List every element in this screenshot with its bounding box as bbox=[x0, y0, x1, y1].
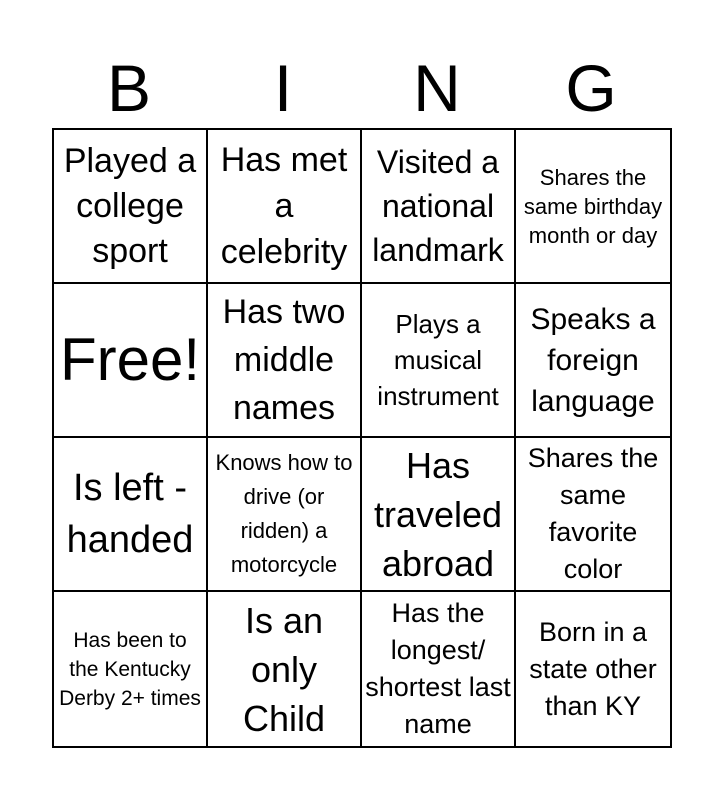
bingo-board bbox=[52, 128, 672, 748]
cell-text: Knows how to drive (or ridden) a motorcycle bbox=[215, 450, 353, 577]
bingo-header bbox=[52, 48, 672, 128]
cell-text: Has been to the Kentucky Derby 2+ times bbox=[59, 628, 201, 710]
bingo-cell[interactable] bbox=[362, 130, 516, 284]
bingo-cell[interactable] bbox=[362, 438, 516, 592]
cell-text: Is an only Child bbox=[242, 599, 326, 739]
cell-text: Shares the same birthday month or day bbox=[523, 164, 663, 248]
bingo-cell[interactable] bbox=[208, 284, 362, 438]
bingo-cell[interactable] bbox=[362, 592, 516, 746]
header-letter-b: B bbox=[106, 51, 152, 125]
bingo-cell[interactable] bbox=[208, 130, 362, 284]
bingo-cell-free[interactable] bbox=[54, 284, 208, 438]
cell-text: Visited a national landmark bbox=[372, 144, 504, 268]
cell-text: Plays a musical instrument bbox=[377, 309, 499, 411]
cell-text: Played a college sport bbox=[63, 141, 197, 270]
cell-text: Born in a state other than KY bbox=[529, 616, 657, 721]
bingo-cell[interactable] bbox=[54, 438, 208, 592]
bingo-cell[interactable] bbox=[516, 592, 670, 746]
bingo-cell[interactable] bbox=[54, 130, 208, 284]
bingo-cell[interactable] bbox=[208, 592, 362, 746]
bingo-cell[interactable] bbox=[208, 438, 362, 592]
cell-text: Has the longest/ shortest last name bbox=[365, 598, 511, 739]
header-letter-i: I bbox=[273, 51, 293, 125]
header-letter-g: G bbox=[565, 51, 617, 125]
cell-text: Is left - handed bbox=[66, 467, 194, 561]
bingo-cell[interactable] bbox=[516, 438, 670, 592]
cell-text: Free! bbox=[59, 326, 201, 393]
header-letter-n: N bbox=[413, 51, 461, 125]
bingo-cell[interactable] bbox=[362, 284, 516, 438]
cell-text: Has two middle names bbox=[222, 293, 346, 427]
bingo-cell[interactable] bbox=[54, 592, 208, 746]
cell-text: Has met a celebrity bbox=[220, 141, 348, 271]
bingo-cell[interactable] bbox=[516, 284, 670, 438]
bingo-cell[interactable] bbox=[516, 130, 670, 284]
cell-text: Has traveled abroad bbox=[373, 444, 503, 584]
cell-text: Speaks a foreign language bbox=[530, 302, 656, 418]
cell-text: Shares the same favorite color bbox=[527, 443, 659, 584]
